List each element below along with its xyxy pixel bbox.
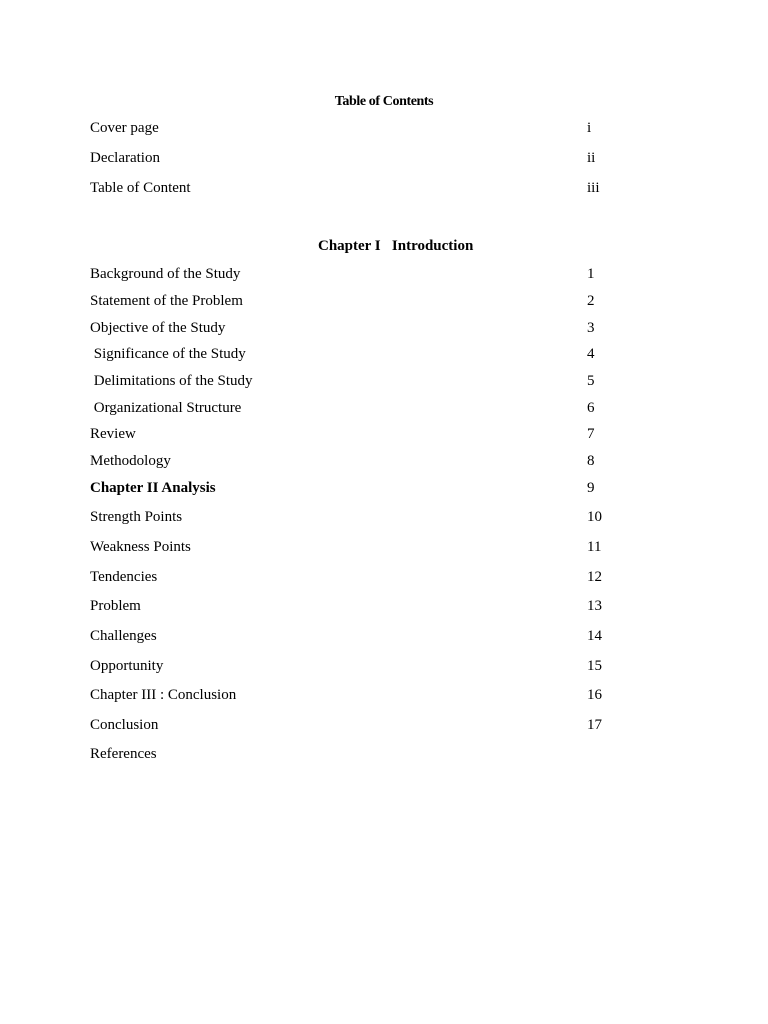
- toc-entry-page: 15: [587, 658, 602, 674]
- toc-entry-label: Objective of the Study: [90, 320, 226, 336]
- toc-entry-page: 17: [587, 717, 602, 733]
- toc-entry-label: Organizational Structure: [90, 400, 242, 416]
- toc-entry-label: Methodology: [90, 453, 171, 469]
- toc-entry-label: Significance of the Study: [90, 346, 246, 362]
- toc-entry-page: 12: [587, 569, 602, 585]
- toc-chapter-label: Chapter III : Conclusion: [90, 687, 237, 703]
- toc-row: [0, 424, 768, 444]
- toc-row-chapter-ii: [0, 478, 768, 498]
- toc-row: [0, 264, 768, 284]
- toc-row: [0, 537, 768, 557]
- page-title: Table of Contents: [334, 94, 434, 109]
- toc-entry-label: Cover page: [90, 120, 159, 136]
- toc-row: [0, 507, 768, 527]
- toc-row-references: [0, 744, 768, 764]
- toc-entry-page: 7: [587, 426, 595, 442]
- toc-entry-label: Strength Points: [90, 509, 183, 525]
- toc-entry-label: Background of the Study: [90, 266, 241, 282]
- toc-entry-label: Weakness Points: [90, 539, 191, 555]
- toc-entry-label: Opportunity: [90, 658, 164, 674]
- toc-entry-page: 3: [587, 320, 595, 336]
- toc-row-front-0: [0, 118, 768, 138]
- toc-entry-label: Delimitations of the Study: [90, 373, 253, 389]
- toc-row: [0, 318, 768, 338]
- toc-entry-page: 11: [587, 539, 602, 555]
- toc-row: [0, 567, 768, 587]
- toc-row: [0, 656, 768, 676]
- toc-entry-label: Table of Content: [90, 180, 191, 196]
- toc-entry-label: Conclusion: [90, 717, 159, 733]
- toc-chapter-label: Chapter II Analysis: [90, 480, 216, 496]
- toc-row: [0, 451, 768, 471]
- toc-entry-page: 10: [587, 509, 602, 525]
- toc-row: [0, 371, 768, 391]
- toc-row-front-2: [0, 178, 768, 198]
- toc-entry-page: 4: [587, 346, 595, 362]
- toc-entry-label: Declaration: [90, 150, 160, 166]
- toc-entry-label: Tendencies: [90, 569, 158, 585]
- toc-entry-label: Review: [90, 426, 136, 442]
- toc-entry-label: Challenges: [90, 628, 157, 644]
- toc-row: [0, 596, 768, 616]
- toc-entry-page: i: [587, 120, 592, 136]
- toc-entry-page: 9: [587, 480, 595, 496]
- toc-entry-page: 16: [587, 687, 602, 703]
- toc-entry-page: 6: [587, 400, 595, 416]
- toc-entry-page: iii: [587, 180, 600, 196]
- toc-entry-page: 13: [587, 598, 602, 614]
- toc-entry-label: References: [90, 746, 157, 762]
- toc-entry-page: 5: [587, 373, 595, 389]
- toc-entry-page: 14: [587, 628, 602, 644]
- toc-row: [0, 291, 768, 311]
- toc-row-front-1: [0, 148, 768, 168]
- toc-entry-page: 2: [587, 293, 595, 309]
- toc-entry-page: ii: [587, 150, 596, 166]
- toc-row: [0, 398, 768, 418]
- toc-row: [0, 715, 768, 735]
- toc-entry-page: 1: [587, 266, 595, 282]
- toc-entry-page: 8: [587, 453, 595, 469]
- toc-entry-label: Statement of the Problem: [90, 293, 243, 309]
- chapter-heading: Chapter I Introduction: [318, 238, 474, 254]
- toc-row: [0, 344, 768, 364]
- toc-row: [0, 626, 768, 646]
- toc-row-chapter-iii: [0, 685, 768, 705]
- toc-entry-label: Problem: [90, 598, 141, 614]
